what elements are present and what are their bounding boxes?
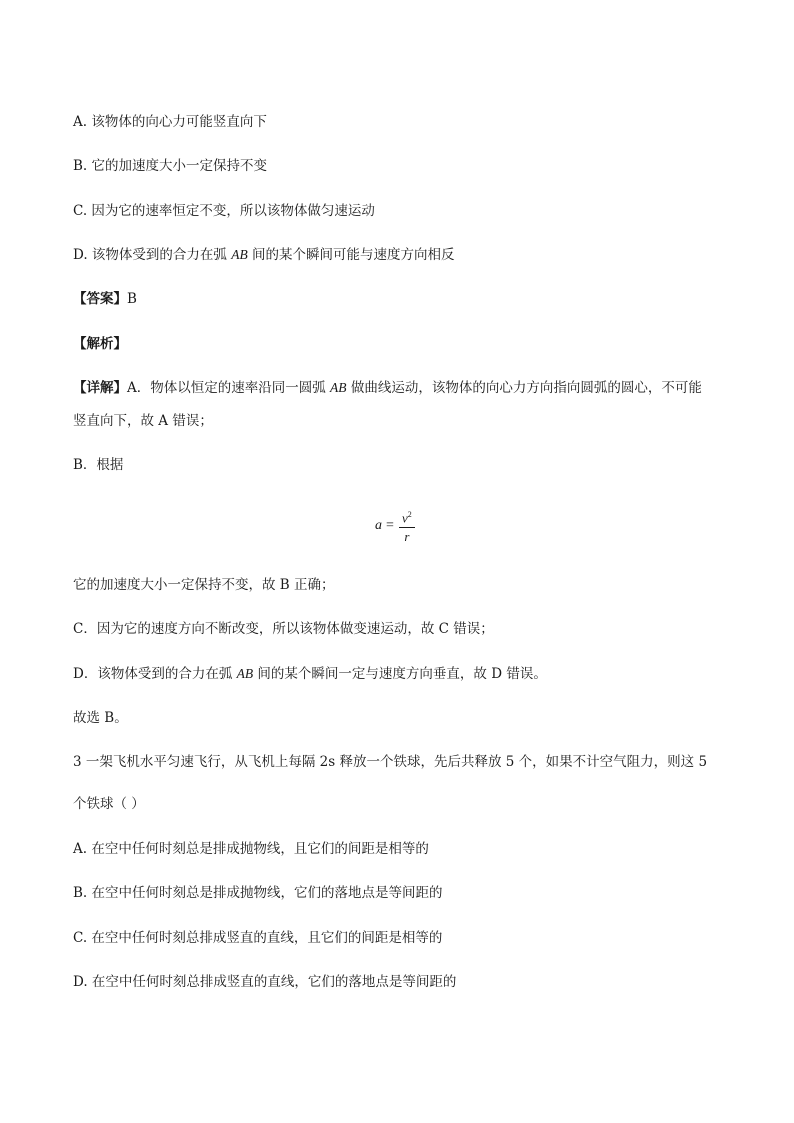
acceleration-formula <box>375 504 415 548</box>
option-d-suffix: 间的某个瞬间可能与速度方向相反 <box>247 247 455 263</box>
fraction-bar <box>399 527 415 528</box>
detail-c-line: C．因为它的速度方向不断改变，所以该物体做变速运动，故 C 错误； <box>73 621 494 637</box>
answer-tag: 【答案】 <box>73 291 127 307</box>
question-3-option-a: A. 在空中任何时刻总是排成抛物线，且它们的间距是相等的 <box>73 841 429 857</box>
question-3-option-c: C. 在空中任何时刻总排成竖直的直线，且它们的间距是相等的 <box>73 930 443 946</box>
answer-value: B <box>127 291 137 307</box>
analysis-tag: 【解析】 <box>73 336 127 352</box>
question-2-option-d <box>73 246 455 264</box>
detail-b-line-2: 它的加速度大小一定保持不变，故 B 正确； <box>73 577 335 593</box>
detail-d-line <box>73 665 547 683</box>
question-3-stem-line-1: 3 一架飞机水平匀速飞行，从飞机上每隔 2s 释放一个铁球，先后共释放 5 个，如果不计空气阻力，则这 5 <box>73 754 708 770</box>
question-3-option-d: D. 在空中任何时刻总排成竖直的直线，它们的落地点是等间距的 <box>73 974 457 990</box>
detail-a-suffix: 做曲线运动，该物体的向心力方向指向圆弧的圆心，不可能 <box>346 380 702 396</box>
question-2-option-b: B. 它的加速度大小一定保持不变 <box>73 158 268 174</box>
formula-denominator: r <box>404 529 410 545</box>
option-d-prefix: D. 该物体受到的合力在弧 <box>73 247 232 263</box>
detail-a-prefix: A．物体以恒定的速率沿同一圆弧 <box>127 380 331 396</box>
arc-ab-label: AB <box>236 666 254 681</box>
analysis-line <box>73 335 127 353</box>
question-2-option-a: A. 该物体的向心力可能竖直向下 <box>73 114 267 130</box>
formula-numerator <box>400 507 414 526</box>
formula-equals: = <box>386 518 394 533</box>
detail-d-prefix: D．该物体受到的合力在弧 <box>73 666 237 682</box>
formula-lhs: a <box>375 518 382 533</box>
formula-fraction <box>399 507 415 545</box>
detail-b-line-1: B．根据 <box>73 457 124 473</box>
arc-ab-label: AB <box>231 247 248 262</box>
arc-ab-label: AB <box>330 380 347 395</box>
numerator-var: v <box>402 510 408 526</box>
detail-tag: 【详解】 <box>73 380 127 396</box>
detail-a-line-2: 竖直向下，故 A 错误； <box>73 413 213 429</box>
numerator-exponent: 2 <box>407 509 412 519</box>
question-3-option-b: B. 在空中任何时刻总是排成抛物线，它们的落地点是等间距的 <box>73 885 443 901</box>
question-3-stem-line-2: 个铁球（ ） <box>73 796 145 812</box>
answer-line <box>73 290 137 308</box>
detail-d-suffix: 间的某个瞬间一定与速度方向垂直，故 D 错误。 <box>253 666 547 682</box>
question-2-option-c: C. 因为它的速率恒定不变，所以该物体做匀速运动 <box>73 203 375 219</box>
conclusion-line: 故选 B。 <box>73 710 128 726</box>
detail-a-line-1 <box>73 379 702 397</box>
